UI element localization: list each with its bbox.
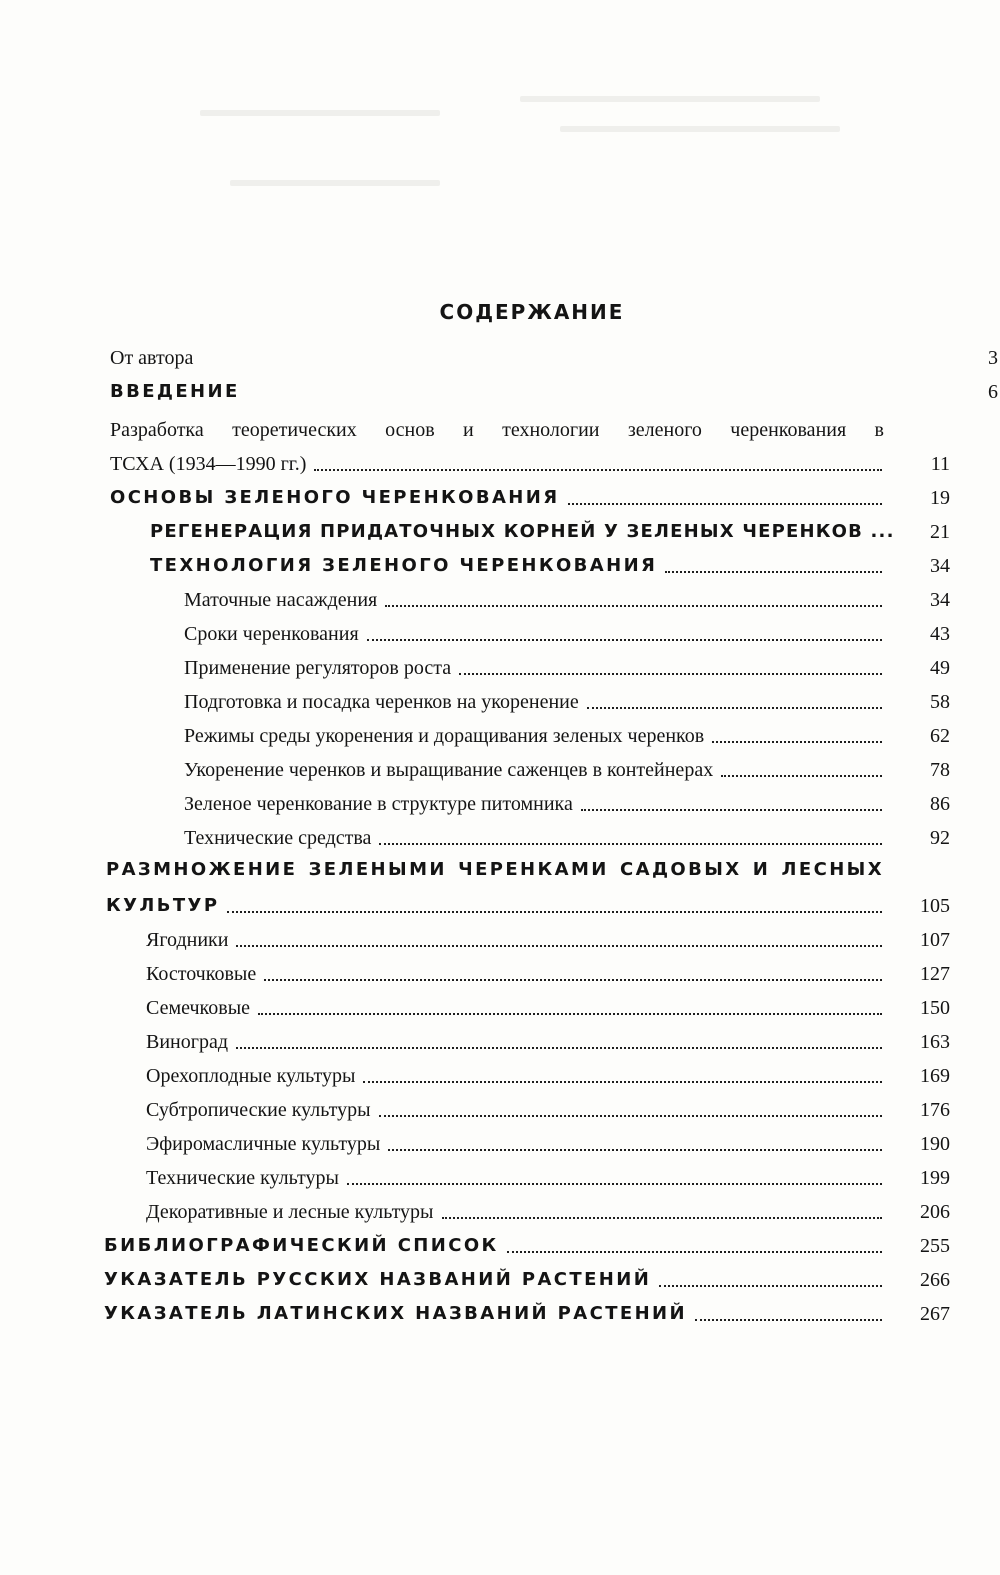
leader-dots [385, 605, 882, 607]
toc-entry-page: 43 [930, 623, 950, 645]
bleed-mark [560, 126, 840, 132]
toc-entry-title: Субтропические культуры [146, 1099, 371, 1121]
toc-entry [104, 1296, 950, 1326]
leader-dots [587, 707, 882, 709]
toc-entry-title: УКАЗАТЕЛЬ ЛАТИНСКИХ НАЗВАНИЙ РАСТЕНИЙ [104, 1303, 687, 1324]
page-title: СОДЕРЖАНИЕ [439, 300, 625, 324]
toc-entry-page: 127 [920, 963, 950, 985]
toc-entry-page: 107 [920, 929, 950, 951]
toc-entry [150, 514, 950, 544]
leader-dots [721, 775, 882, 777]
toc-entry [184, 820, 950, 850]
leader-dots [659, 1285, 882, 1287]
toc-entry [104, 1262, 950, 1292]
toc-entry-title: ТСХА (1934—1990 гг.) [110, 453, 307, 475]
leader-dots [227, 911, 882, 913]
toc-entry-page: 86 [930, 793, 950, 815]
toc-entry-title: Виноград [146, 1031, 229, 1053]
toc-entry-title: Сроки черенкования [184, 623, 359, 645]
toc-entry-title: Ягодники [146, 929, 229, 951]
toc-entry-page: 266 [920, 1269, 950, 1291]
toc-entry-title: Косточковые [146, 963, 257, 985]
bleed-mark [520, 96, 820, 102]
toc-entry-title: Семечковые [146, 997, 251, 1019]
toc-entry-title: Маточные насаждения [184, 589, 378, 611]
toc-entry [104, 1228, 950, 1258]
toc-entry-page: 199 [920, 1167, 950, 1189]
leader-dots [314, 469, 882, 471]
toc-entry [146, 1194, 950, 1224]
toc-entry-title: Декоративные и лесные культуры [146, 1201, 434, 1223]
toc-entry-title-line1: Разработка теоретических основ и технологии зеленого черенкования в [110, 419, 884, 441]
toc-entry-page: 163 [920, 1031, 950, 1053]
toc-entry-title: Применение регуляторов роста [184, 657, 452, 679]
toc-entry [110, 446, 950, 476]
toc-entry-page: 34 [930, 589, 950, 611]
toc-entry-page: 3 [988, 347, 998, 369]
toc-entry-page: 62 [930, 725, 950, 747]
toc-entry [184, 616, 950, 646]
toc-entry [110, 374, 998, 404]
toc-entry-page: 190 [920, 1133, 950, 1155]
leader-dots [507, 1251, 882, 1253]
toc-entry-title: Технические средства [184, 827, 372, 849]
toc-entry-title: Режимы среды укоренения и доращивания зеленых черенков [184, 725, 705, 747]
leader-dots [712, 741, 882, 743]
toc-entry-title: Орехоплодные культуры [146, 1065, 356, 1087]
toc-entry [146, 956, 950, 986]
leader-dots [581, 809, 882, 811]
toc-entry-page: 21 [930, 521, 950, 543]
toc-entry-page: 78 [930, 759, 950, 781]
leader-dots [367, 639, 882, 641]
toc-entry-page: 19 [930, 487, 950, 509]
toc-entry-page: 34 [930, 555, 950, 577]
toc-entry-title: ВВЕДЕНИЕ [110, 381, 240, 402]
toc-entry-page: 255 [920, 1235, 950, 1257]
bleed-mark [230, 180, 440, 186]
toc-entry-page: 49 [930, 657, 950, 679]
toc-entry [146, 1126, 950, 1156]
toc-entry [184, 786, 950, 816]
leader-dots [363, 1081, 882, 1083]
toc-entry [184, 752, 950, 782]
toc-entry-title: Технические культуры [146, 1167, 339, 1189]
toc-entry [106, 888, 950, 918]
bleed-mark [200, 110, 440, 116]
toc-entry-page: 267 [920, 1303, 950, 1325]
leader-dots [388, 1149, 882, 1151]
toc-entry-page: 169 [920, 1065, 950, 1087]
leader-dots [236, 1047, 882, 1049]
toc-entry [146, 1160, 950, 1190]
toc-entry [146, 1058, 950, 1088]
toc-entry-title: Эфиромасличные культуры [146, 1133, 381, 1155]
toc-entry [184, 582, 950, 612]
toc-entry-title: ТЕХНОЛОГИЯ ЗЕЛЕНОГО ЧЕРЕНКОВАНИЯ [150, 555, 658, 576]
toc-entry [146, 922, 950, 952]
toc-entry-page: 150 [920, 997, 950, 1019]
toc-entry [146, 1024, 950, 1054]
toc-entry-page: 206 [920, 1201, 950, 1223]
leader-dots [236, 945, 882, 947]
leader-dots [568, 503, 883, 505]
toc-entry [110, 480, 950, 510]
toc-entry-title: КУЛЬТУР [106, 895, 220, 916]
toc-entry [146, 1092, 950, 1122]
toc-entry [150, 548, 950, 578]
toc-entry [184, 650, 950, 680]
toc-entry [110, 340, 998, 370]
toc-entry-page: 11 [930, 453, 950, 475]
toc-entry-title: УКАЗАТЕЛЬ РУССКИХ НАЗВАНИЙ РАСТЕНИЙ [104, 1269, 652, 1290]
leader-dots [665, 571, 882, 573]
toc-entry-page: 92 [930, 827, 950, 849]
toc-entry-title: Зеленое черенкование в структуре питомника [184, 793, 573, 815]
leader-dots [459, 673, 882, 675]
toc-entry-page: 105 [920, 895, 950, 917]
leader-dots [264, 979, 882, 981]
toc-entry-page: 6 [988, 381, 998, 403]
toc-entry-page: 176 [920, 1099, 950, 1121]
toc-entry-title: Укоренение черенков и выращивание саженцев в контейнерах [184, 759, 714, 781]
leader-dots [347, 1183, 882, 1185]
toc-entry-title: РЕГЕНЕРАЦИЯ ПРИДАТОЧНЫХ КОРНЕЙ У ЗЕЛЕНЫХ ЧЕРЕНКОВ ... [150, 521, 895, 542]
leader-dots [258, 1013, 882, 1015]
toc-entry-page: 58 [930, 691, 950, 713]
toc-entry [184, 718, 950, 748]
toc-entry-title: БИБЛИОГРАФИЧЕСКИЙ СПИСОК [104, 1235, 499, 1256]
toc-entry-title: От автора [110, 347, 194, 369]
toc-entry-title: ОСНОВЫ ЗЕЛЕНОГО ЧЕРЕНКОВАНИЯ [110, 487, 560, 508]
leader-dots [379, 1115, 882, 1117]
toc-entry-title-line1: РАЗМНОЖЕНИЕ ЗЕЛЕНЫМИ ЧЕРЕНКАМИ САДОВЫХ И ЛЕСНЫХ [106, 859, 884, 880]
toc-entry-title: Подготовка и посадка черенков на укоренение [184, 691, 579, 713]
leader-dots [695, 1319, 882, 1321]
toc-entry [146, 990, 950, 1020]
toc-entry [184, 684, 950, 714]
leader-dots [379, 843, 882, 845]
leader-dots [442, 1217, 883, 1219]
